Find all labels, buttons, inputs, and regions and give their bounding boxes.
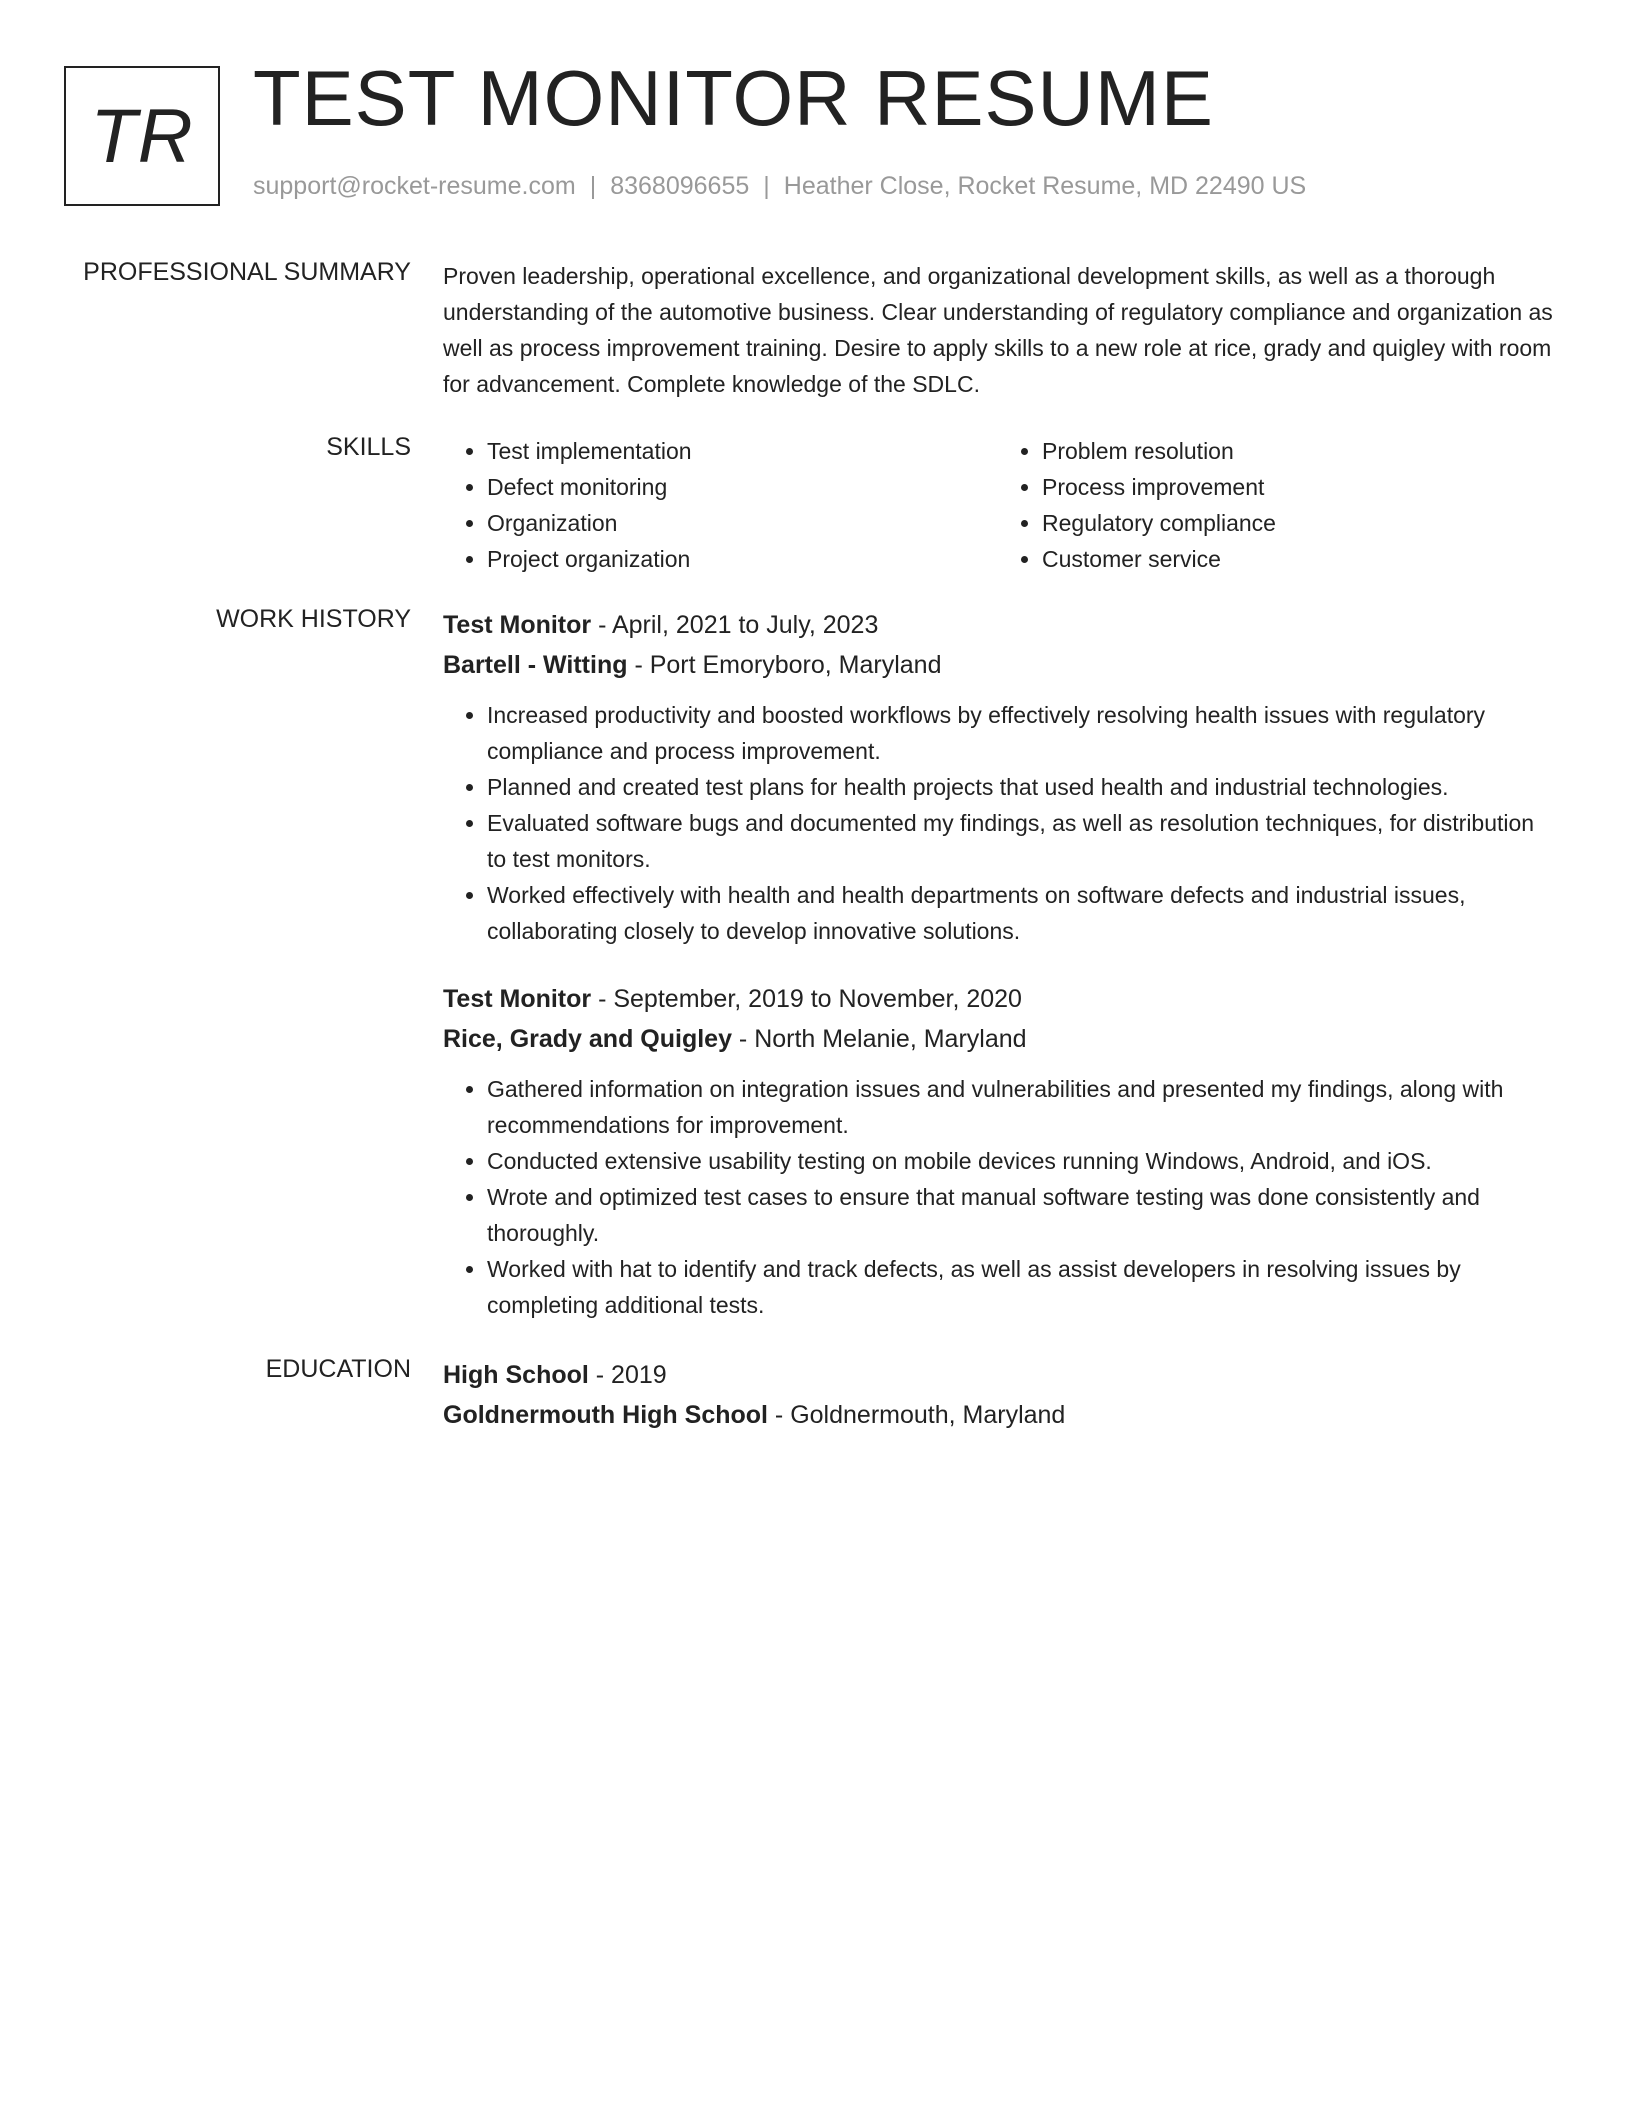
job-bullet: • Worked effectively with health and health departments on software defects and industrial issues, collaborating closely to develop innovative solutions.: [487, 877, 1553, 949]
resume-title: TEST MONITOR RESUME: [253, 54, 1214, 142]
job-bullets: [443, 1071, 1553, 1323]
skill-item: • Problem resolution: [1042, 433, 1553, 469]
job-title: Test Monitor: [443, 611, 592, 639]
education-degree: High School: [443, 1361, 589, 1389]
education-degree-line: [443, 1355, 1553, 1395]
skill-item: • Process improvement: [1042, 469, 1553, 505]
job-location: - Port Emoryboro, Maryland: [627, 651, 942, 679]
job-bullet: • Worked with hat to identify and track defects, as well as assist developers in resolving issues by completing additional tests.: [487, 1251, 1553, 1323]
job-entry: [443, 979, 1553, 1323]
skills-list-left: [443, 433, 998, 577]
education-school-line: [443, 1395, 1553, 1435]
section-heading: SKILLS: [326, 433, 411, 461]
skill-item: • Defect monitoring: [487, 469, 998, 505]
work-history-body: [443, 605, 1553, 1323]
job-entry: [443, 605, 1553, 949]
education-school: Goldnermouth High School: [443, 1401, 768, 1429]
job-company-line: [443, 645, 1553, 685]
job-company-line: [443, 1019, 1553, 1059]
summary-body: [443, 258, 1553, 402]
skill-item: • Regulatory compliance: [1042, 505, 1553, 541]
job-bullet: • Wrote and optimized test cases to ensure that manual software testing was done consistently and thoroughly.: [487, 1179, 1553, 1251]
job-bullet: • Evaluated software bugs and documented my findings, as well as resolution techniques, for distribution to test monitors.: [487, 805, 1553, 877]
skill-item: • Project organization: [487, 541, 998, 577]
job-location: - North Melanie, Maryland: [731, 1025, 1027, 1053]
skill-item: • Organization: [487, 505, 998, 541]
contact-separator: |: [763, 172, 770, 200]
job-bullet: • Conducted extensive usability testing on mobile devices running Windows, Android, and iOS.: [487, 1143, 1553, 1179]
education-location: - Goldnermouth, Maryland: [767, 1401, 1066, 1429]
job-dates: - September, 2019 to November, 2020: [591, 985, 1022, 1013]
job-title-line: [443, 979, 1553, 1019]
skill-item: • Test implementation: [487, 433, 998, 469]
section-heading: WORK HISTORY: [216, 605, 411, 633]
job-company: Rice, Grady and Quigley: [443, 1025, 732, 1053]
contact-email[interactable]: support@rocket-resume.com: [253, 172, 576, 200]
education-body: [443, 1355, 1553, 1435]
job-company: Bartell - Witting: [443, 651, 628, 679]
education-year: - 2019: [588, 1361, 667, 1389]
contact-separator: |: [589, 172, 597, 200]
skills-list-right: [998, 433, 1553, 577]
contact-address: Heather Close, Rocket Resume, MD 22490 US: [783, 172, 1307, 200]
monogram-initials: TR: [90, 93, 194, 179]
section-heading: PROFESSIONAL SUMMARY: [83, 258, 411, 286]
contact-line: [253, 172, 1306, 201]
section-heading: EDUCATION: [265, 1355, 411, 1383]
job-bullets: [443, 697, 1553, 949]
job-bullet: • Planned and created test plans for health projects that used health and industrial technologies.: [487, 769, 1553, 805]
skill-item: • Customer service: [1042, 541, 1553, 577]
job-bullet: • Increased productivity and boosted workflows by effectively resolving health issues with regulatory compliance and process improvement.: [487, 697, 1553, 769]
summary-text: Proven leadership, operational excellence, and organizational development skills, as well as a thorough understanding of the automotive business. Clear understanding of regulatory compliance and organization as well as process improvement training. Desire to apply skills to a new role at rice, grady and quigley with room for advancement. Complete knowledge of the SDLC.: [443, 263, 1553, 397]
job-dates: - April, 2021 to July, 2023: [591, 611, 879, 639]
job-title: Test Monitor: [443, 985, 592, 1013]
skills-body: [443, 433, 1553, 577]
contact-phone[interactable]: 8368096655: [610, 172, 750, 200]
job-bullet: • Gathered information on integration issues and vulnerabilities and presented my findings, along with recommendations for improvement.: [487, 1071, 1553, 1143]
job-title-line: [443, 605, 1553, 645]
monogram-badge: [64, 66, 220, 206]
